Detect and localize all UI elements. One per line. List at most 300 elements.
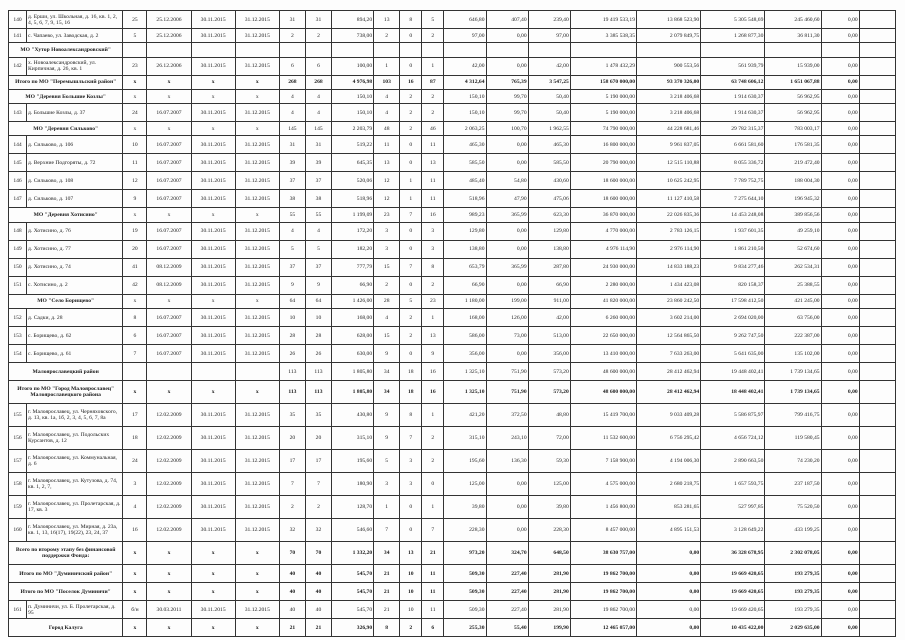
cell-cost-fund: 0,00 xyxy=(637,542,701,565)
cell-inhabitants: 16 xyxy=(123,519,147,542)
cell-cost-fund: 4 194 006,30 xyxy=(637,450,701,473)
cell-total-area: 195,60 xyxy=(332,450,374,473)
cell-apartments-private: 7 xyxy=(400,208,422,222)
cell-apartments-private: 0 xyxy=(400,345,422,363)
cell-total-area: 180,90 xyxy=(332,473,374,496)
cell-apartments-total xyxy=(374,43,400,57)
cell-total-area: 520,06 xyxy=(332,172,374,190)
cell-cost-fund: 28 412 462,94 xyxy=(637,381,701,404)
cell-date-planned-2: 31.12.2015 xyxy=(235,519,279,542)
cell-cost-regional: 19 669 420,65 xyxy=(701,601,765,619)
cell-cost-total: 4 770 000,00 xyxy=(570,222,636,240)
cell-apartments-private: 10 xyxy=(400,583,422,601)
cell-cost-extra: 0,00 xyxy=(821,363,859,381)
cell-address: д. Сильково, д. 108 xyxy=(27,172,123,190)
cell-date-recognized: 12.02.2009 xyxy=(147,473,191,496)
cell-cost-extra: 0,00 xyxy=(821,104,859,122)
cell-residents-relocated: 40 xyxy=(305,601,331,619)
subtotal-row xyxy=(9,381,896,404)
cell-apartments-total: 1 xyxy=(374,496,400,519)
cell-cost-local: 56 962,95 xyxy=(765,89,821,103)
cell-cost-total: 41 820 000,00 xyxy=(570,294,636,308)
cell-apartments-total: 7 xyxy=(374,519,400,542)
cell-apartments-municipal: 16 xyxy=(422,381,444,404)
cell-date-planned-2: 31.12.2015 xyxy=(235,309,279,327)
cell-cost-regional: 4 656 724,12 xyxy=(701,427,765,450)
cell-apartments-municipal: 11 xyxy=(422,583,444,601)
cell-date-recognized: 12.02.2009 xyxy=(147,496,191,519)
cell-residents-relocated: 37 xyxy=(305,258,331,276)
cell-cost-extra: 0,00 xyxy=(821,190,859,208)
cell-note xyxy=(859,89,895,103)
cell-date-planned-1: 30.11.2015 xyxy=(191,190,235,208)
cell-total-area: 894,20 xyxy=(332,11,374,29)
cell-total-area: 738,00 xyxy=(332,29,374,43)
cell-area-private: 0,00 xyxy=(486,345,528,363)
cell-address: с. Борищево, д. 61 xyxy=(27,345,123,363)
cell-cost-fund: 900 553,56 xyxy=(637,57,701,75)
cell-placeholder-x: x xyxy=(147,122,191,136)
cell-apartments-private: 2 xyxy=(400,619,422,637)
cell-area-total: 315,10 xyxy=(444,427,486,450)
cell-area-total: 1 180,00 xyxy=(444,294,486,308)
cell-apartments-private: 3 xyxy=(400,450,422,473)
cell-cost-regional: 14 453 248,08 xyxy=(701,208,765,222)
cell-group-name: Итого по МО "Поселок Думиничи" xyxy=(9,583,123,601)
cell-area-municipal: 239,40 xyxy=(528,11,570,29)
cell-inhabitants: 17 xyxy=(123,404,147,427)
cell-residents-count: 6 xyxy=(279,57,305,75)
cell-apartments-municipal: 3 xyxy=(422,240,444,258)
cell-cost-extra: 0,00 xyxy=(821,29,859,43)
cell-cost-extra: 0,00 xyxy=(821,519,859,542)
cell-date-planned-1: 30.11.2015 xyxy=(191,309,235,327)
cell-apartments-private: 2 xyxy=(400,327,422,345)
cell-residents-relocated: 55 xyxy=(305,208,331,222)
cell-placeholder-x xyxy=(147,363,191,381)
cell-total-area: 518,96 xyxy=(332,190,374,208)
cell-cost-fund: 0,00 xyxy=(637,619,701,637)
cell-area-municipal: 573,20 xyxy=(528,363,570,381)
table-row xyxy=(9,276,896,294)
cell-placeholder-x: x xyxy=(191,75,235,89)
cell-area-municipal: 125,00 xyxy=(528,473,570,496)
cell-note xyxy=(859,619,895,637)
cell-apartments-total: 3 xyxy=(374,240,400,258)
cell-placeholder-x: x xyxy=(235,381,279,404)
cell-total-area: 628,00 xyxy=(332,327,374,345)
cell-residents-relocated: 28 xyxy=(305,327,331,345)
cell-row-number: 143 xyxy=(9,104,27,122)
cell-row-number: 157 xyxy=(9,450,27,473)
cell-area-municipal: 356,00 xyxy=(528,345,570,363)
cell-date-planned-2: 31.12.2015 xyxy=(235,11,279,29)
cell-date-planned-1: 30.11.2015 xyxy=(191,240,235,258)
cell-cost-local: 188 004,30 xyxy=(765,172,821,190)
cell-address: с. Борищево, д. 62 xyxy=(27,327,123,345)
cell-apartments-municipal: 2 xyxy=(422,276,444,294)
cell-area-municipal: 42,00 xyxy=(528,309,570,327)
cell-inhabitants: 4 xyxy=(123,496,147,519)
cell-apartments-municipal: 7 xyxy=(422,519,444,542)
cell-inhabitants: 6 xyxy=(123,327,147,345)
cell-cost-total: 1 456 800,00 xyxy=(570,496,636,519)
cell-date-planned-2: 31.12.2015 xyxy=(235,496,279,519)
cell-cost-fund: 22 026 835,36 xyxy=(637,208,701,222)
cell-cost-local xyxy=(765,43,821,57)
cell-cost-total: 3 385 538,35 xyxy=(570,29,636,43)
cell-cost-extra: 0,00 xyxy=(821,619,859,637)
cell-apartments-private: 0 xyxy=(400,57,422,75)
cell-residents-count: 7 xyxy=(279,473,305,496)
cell-placeholder-x: x xyxy=(191,122,235,136)
cell-cost-extra: 0,00 xyxy=(821,89,859,103)
cell-residents-relocated: 40 xyxy=(305,583,331,601)
cell-cost-regional: 19 669 420,65 xyxy=(701,565,765,583)
cell-apartments-total: 9 xyxy=(374,404,400,427)
cell-total-area: 1 805,80 xyxy=(332,381,374,404)
cell-apartments-municipal: 9 xyxy=(422,345,444,363)
cell-date-recognized: 26.12.2006 xyxy=(147,57,191,75)
cell-cost-extra: 0,00 xyxy=(821,496,859,519)
cell-area-total: 509,30 xyxy=(444,601,486,619)
cell-group-name: МО "Село Борищево" xyxy=(9,294,123,308)
cell-area-total: 168,00 xyxy=(444,309,486,327)
cell-area-municipal: 585,50 xyxy=(528,154,570,172)
cell-cost-total: 4 575 000,00 xyxy=(570,473,636,496)
table-row xyxy=(9,172,896,190)
cell-apartments-total: 11 xyxy=(374,136,400,154)
cell-placeholder-x: x xyxy=(147,208,191,222)
cell-date-recognized: 12.02.2009 xyxy=(147,450,191,473)
cell-cost-total: 19 862 700,00 xyxy=(570,565,636,583)
cell-apartments-private: 10 xyxy=(400,601,422,619)
cell-apartments-private: 8 xyxy=(400,404,422,427)
cell-residents-count: 31 xyxy=(279,11,305,29)
table-row xyxy=(9,309,896,327)
cell-area-municipal: 281,90 xyxy=(528,565,570,583)
cell-placeholder-x: x xyxy=(147,619,191,637)
cell-placeholder-x: x xyxy=(123,565,147,583)
subtotal-row xyxy=(9,619,896,637)
cell-cost-extra: 0,00 xyxy=(821,427,859,450)
table-row xyxy=(9,57,896,75)
cell-cost-total: 16 800 000,00 xyxy=(570,136,636,154)
cell-apartments-total: 13 xyxy=(374,154,400,172)
cell-apartments-municipal: 5 xyxy=(422,11,444,29)
cell-total-area: 545,70 xyxy=(332,583,374,601)
cell-residents-count: 31 xyxy=(279,136,305,154)
cell-area-municipal: 66,90 xyxy=(528,276,570,294)
cell-apartments-total: 2 xyxy=(374,29,400,43)
cell-area-private: 0,00 xyxy=(486,154,528,172)
cell-date-planned-1: 30.11.2015 xyxy=(191,496,235,519)
cell-cost-fund: 10 625 242,95 xyxy=(637,172,701,190)
cell-apartments-municipal: 23 xyxy=(422,294,444,308)
cell-cost-regional: 820 158,37 xyxy=(701,276,765,294)
cell-cost-regional xyxy=(701,43,765,57)
cell-apartments-private: 3 xyxy=(400,473,422,496)
cell-row-number: 140 xyxy=(9,11,27,29)
cell-total-area: 182,20 xyxy=(332,240,374,258)
cell-date-recognized: 08.12.2009 xyxy=(147,258,191,276)
cell-row-number: 152 xyxy=(9,309,27,327)
cell-area-private: 372,50 xyxy=(486,404,528,427)
cell-residents-relocated: 32 xyxy=(305,519,331,542)
cell-area-municipal: 475,06 xyxy=(528,190,570,208)
cell-area-private: 751,90 xyxy=(486,363,528,381)
cell-total-area: 777,79 xyxy=(332,258,374,276)
cell-cost-fund: 7 633 263,00 xyxy=(637,345,701,363)
cell-cost-extra: 0,00 xyxy=(821,309,859,327)
cell-cost-regional: 1 914 630,37 xyxy=(701,104,765,122)
cell-cost-extra: 0,00 xyxy=(821,222,859,240)
cell-cost-fund: 12 564 865,50 xyxy=(637,327,701,345)
cell-apartments-municipal: 46 xyxy=(422,122,444,136)
cell-cost-total: 13 410 000,00 xyxy=(570,345,636,363)
cell-apartments-total: 34 xyxy=(374,363,400,381)
cell-apartments-total: 4 xyxy=(374,104,400,122)
subtotal-row xyxy=(9,542,896,565)
cell-apartments-total: 2 xyxy=(374,276,400,294)
cell-cost-regional: 5 586 875,97 xyxy=(701,404,765,427)
cell-cost-local: 176 581,35 xyxy=(765,136,821,154)
cell-row-number: 159 xyxy=(9,496,27,519)
table-row xyxy=(9,473,896,496)
cell-cost-total: 19 419 533,19 xyxy=(570,11,636,29)
cell-area-private: 0,00 xyxy=(486,57,528,75)
cell-residents-count: 113 xyxy=(279,381,305,404)
cell-residents-relocated: 113 xyxy=(305,363,331,381)
cell-date-planned-2: 31.12.2015 xyxy=(235,345,279,363)
cell-date-recognized: 16.07.2007 xyxy=(147,327,191,345)
cell-apartments-total: 15 xyxy=(374,258,400,276)
cell-cost-fund: 2 680 218,75 xyxy=(637,473,701,496)
cell-area-municipal: 42,00 xyxy=(528,57,570,75)
cell-cost-extra: 0,00 xyxy=(821,583,859,601)
table-body xyxy=(9,11,896,637)
cell-cost-extra: 0,00 xyxy=(821,57,859,75)
cell-date-planned-1: 30.11.2015 xyxy=(191,11,235,29)
table-row xyxy=(9,190,896,208)
cell-area-municipal: 48,80 xyxy=(528,404,570,427)
cell-cost-extra: 0,00 xyxy=(821,75,859,89)
cell-area-total: 509,30 xyxy=(444,583,486,601)
cell-apartments-private: 0 xyxy=(400,222,422,240)
cell-cost-total: 22 650 000,00 xyxy=(570,327,636,345)
cell-placeholder-x: x xyxy=(123,583,147,601)
cell-inhabitants: 24 xyxy=(123,104,147,122)
cell-area-total: 421,20 xyxy=(444,404,486,427)
cell-apartments-municipal: 0 xyxy=(422,473,444,496)
cell-apartments-private: 7 xyxy=(400,427,422,450)
cell-group-name: Всего по второму этапу без финансовой поддержки Фонда: xyxy=(9,542,123,565)
cell-date-planned-2: 31.12.2015 xyxy=(235,473,279,496)
cell-area-private: 0,00 xyxy=(486,496,528,519)
cell-cost-local: 2 029 635,00 xyxy=(765,619,821,637)
cell-row-number: 141 xyxy=(9,29,27,43)
cell-date-planned-2: 31.12.2015 xyxy=(235,276,279,294)
cell-cost-fund: 6 756 295,42 xyxy=(637,427,701,450)
cell-cost-extra: 0,00 xyxy=(821,154,859,172)
cell-date-planned-2: 31.12.2015 xyxy=(235,327,279,345)
cell-cost-fund: 28 412 462,94 xyxy=(637,363,701,381)
cell-residents-relocated: 39 xyxy=(305,154,331,172)
cell-address: д. Большие Козлы, д. 37 xyxy=(27,104,123,122)
cell-cost-total: 18 600 000,00 xyxy=(570,190,636,208)
cell-area-total: 509,30 xyxy=(444,565,486,583)
cell-date-planned-1: 30.11.2015 xyxy=(191,601,235,619)
cell-apartments-total: 9 xyxy=(374,427,400,450)
resettlement-register-table xyxy=(8,10,896,637)
cell-note xyxy=(859,75,895,89)
cell-placeholder-x: x xyxy=(235,619,279,637)
cell-note xyxy=(859,309,895,327)
cell-cost-regional: 7 275 644,10 xyxy=(701,190,765,208)
cell-apartments-private: 0 xyxy=(400,154,422,172)
cell-note xyxy=(859,29,895,43)
cell-cost-local: 389 856,56 xyxy=(765,208,821,222)
cell-date-recognized: 16.07.2007 xyxy=(147,136,191,154)
cell-residents-count: 2 xyxy=(279,29,305,43)
cell-cost-fund: 1 434 423,08 xyxy=(637,276,701,294)
cell-placeholder-x xyxy=(235,43,279,57)
cell-placeholder-x: x xyxy=(235,542,279,565)
cell-total-area: 100,00 xyxy=(332,57,374,75)
cell-placeholder-x xyxy=(191,43,235,57)
cell-inhabitants: 11 xyxy=(123,154,147,172)
cell-cost-fund xyxy=(637,43,701,57)
cell-apartments-total: 28 xyxy=(374,294,400,308)
cell-residents-relocated: 35 xyxy=(305,404,331,427)
cell-cost-extra: 0,00 xyxy=(821,208,859,222)
cell-date-planned-1: 30.11.2015 xyxy=(191,427,235,450)
cell-cost-extra: 0,00 xyxy=(821,122,859,136)
cell-cost-fund: 12 515 110,88 xyxy=(637,154,701,172)
cell-date-planned-2: 31.12.2015 xyxy=(235,450,279,473)
cell-cost-regional: 9 834 277,46 xyxy=(701,258,765,276)
cell-residents-count: 21 xyxy=(279,619,305,637)
cell-residents-count: 28 xyxy=(279,327,305,345)
cell-cost-local: 196 945,32 xyxy=(765,190,821,208)
cell-cost-regional: 561 939,79 xyxy=(701,57,765,75)
cell-cost-extra: 0,00 xyxy=(821,450,859,473)
cell-date-planned-2: 31.12.2015 xyxy=(235,104,279,122)
cell-placeholder-x: x xyxy=(191,89,235,103)
cell-residents-count: 2 xyxy=(279,496,305,519)
cell-cost-fund: 44 228 681,46 xyxy=(637,122,701,136)
table-row xyxy=(9,601,896,619)
cell-apartments-municipal: 2 xyxy=(422,104,444,122)
cell-placeholder-x: x xyxy=(191,208,235,222)
cell-area-private: 100,70 xyxy=(486,122,528,136)
table-row xyxy=(9,154,896,172)
cell-inhabitants: 9 xyxy=(123,190,147,208)
cell-cost-total: 11 532 600,00 xyxy=(570,427,636,450)
cell-apartments-municipal: 16 xyxy=(422,208,444,222)
group-row xyxy=(9,208,896,222)
cell-cost-total: 2 280 000,00 xyxy=(570,276,636,294)
cell-area-municipal: 465,30 xyxy=(528,136,570,154)
cell-group-name: Итого по МО "Город Малоярославец" Малоярославецкого района xyxy=(9,381,123,404)
cell-area-municipal: 430,60 xyxy=(528,172,570,190)
cell-apartments-municipal: 13 xyxy=(422,327,444,345)
cell-cost-extra: 0,00 xyxy=(821,381,859,404)
cell-apartments-municipal: 11 xyxy=(422,565,444,583)
cell-cost-regional: 1 937 601,35 xyxy=(701,222,765,240)
cell-placeholder-x: x xyxy=(235,208,279,222)
cell-apartments-municipal: 11 xyxy=(422,136,444,154)
table-row xyxy=(9,404,896,427)
cell-address: д. Сильково, д. 106 xyxy=(27,136,123,154)
cell-area-private: 324,70 xyxy=(486,542,528,565)
cell-address: г. Малоярославец, ул. Черняховского, д. 13, кв. 1а, 1б, 2, 3, 4, 5, 6, 7, 8а xyxy=(27,404,123,427)
cell-placeholder-x: x xyxy=(191,619,235,637)
cell-address: д. Сильково, д. 107 xyxy=(27,190,123,208)
cell-area-municipal: 129,80 xyxy=(528,222,570,240)
cell-apartments-municipal: 1 xyxy=(422,309,444,327)
cell-cost-regional: 7 789 752,75 xyxy=(701,172,765,190)
cell-placeholder-x: x xyxy=(123,208,147,222)
cell-cost-extra xyxy=(821,43,859,57)
cell-note xyxy=(859,57,895,75)
cell-inhabitants: 12 xyxy=(123,172,147,190)
cell-area-total: 129,80 xyxy=(444,222,486,240)
cell-apartments-private: 0 xyxy=(400,29,422,43)
cell-total-area: 168,00 xyxy=(332,309,374,327)
cell-cost-fund: 0,00 xyxy=(637,583,701,601)
cell-placeholder-x: x xyxy=(235,75,279,89)
cell-area-municipal: 287,80 xyxy=(528,258,570,276)
table-row xyxy=(9,258,896,276)
cell-residents-relocated: 17 xyxy=(305,450,331,473)
cell-area-total: 2 063,25 xyxy=(444,122,486,136)
cell-apartments-private: 10 xyxy=(400,565,422,583)
cell-cost-local: 49 259,10 xyxy=(765,222,821,240)
cell-date-planned-1: 30.11.2015 xyxy=(191,136,235,154)
cell-apartments-municipal: 11 xyxy=(422,172,444,190)
cell-cost-regional: 18 448 402,41 xyxy=(701,381,765,404)
cell-area-total: 125,00 xyxy=(444,473,486,496)
cell-apartments-private: 18 xyxy=(400,363,422,381)
cell-inhabitants: 42 xyxy=(123,276,147,294)
cell-residents-relocated: 26 xyxy=(305,345,331,363)
cell-area-municipal: 648,50 xyxy=(528,542,570,565)
cell-note xyxy=(859,136,895,154)
cell-apartments-private: 0 xyxy=(400,519,422,542)
cell-placeholder-x: x xyxy=(147,294,191,308)
cell-row-number: 149 xyxy=(9,240,27,258)
cell-placeholder-x: x xyxy=(147,381,191,404)
cell-cost-regional: 1 657 593,75 xyxy=(701,473,765,496)
cell-group-name: Город Калуга xyxy=(9,619,123,637)
cell-placeholder-x xyxy=(123,363,147,381)
cell-cost-local: 1 739 134,65 xyxy=(765,381,821,404)
cell-cost-local: 193 279,35 xyxy=(765,601,821,619)
cell-apartments-total: 21 xyxy=(374,583,400,601)
cell-apartments-total: 12 xyxy=(374,190,400,208)
cell-date-planned-1: 30.11.2015 xyxy=(191,29,235,43)
cell-placeholder-x: x xyxy=(235,565,279,583)
cell-placeholder-x: x xyxy=(123,122,147,136)
cell-row-number: 151 xyxy=(9,276,27,294)
cell-address: г. Малоярославец, ул. Кутузова, д. 74, кв. 1, 2, 7, xyxy=(27,473,123,496)
cell-cost-local: 56 962,95 xyxy=(765,104,821,122)
cell-apartments-municipal: 1 xyxy=(422,404,444,427)
cell-note xyxy=(859,450,895,473)
cell-area-municipal xyxy=(528,43,570,57)
cell-inhabitants: 25 xyxy=(123,11,147,29)
